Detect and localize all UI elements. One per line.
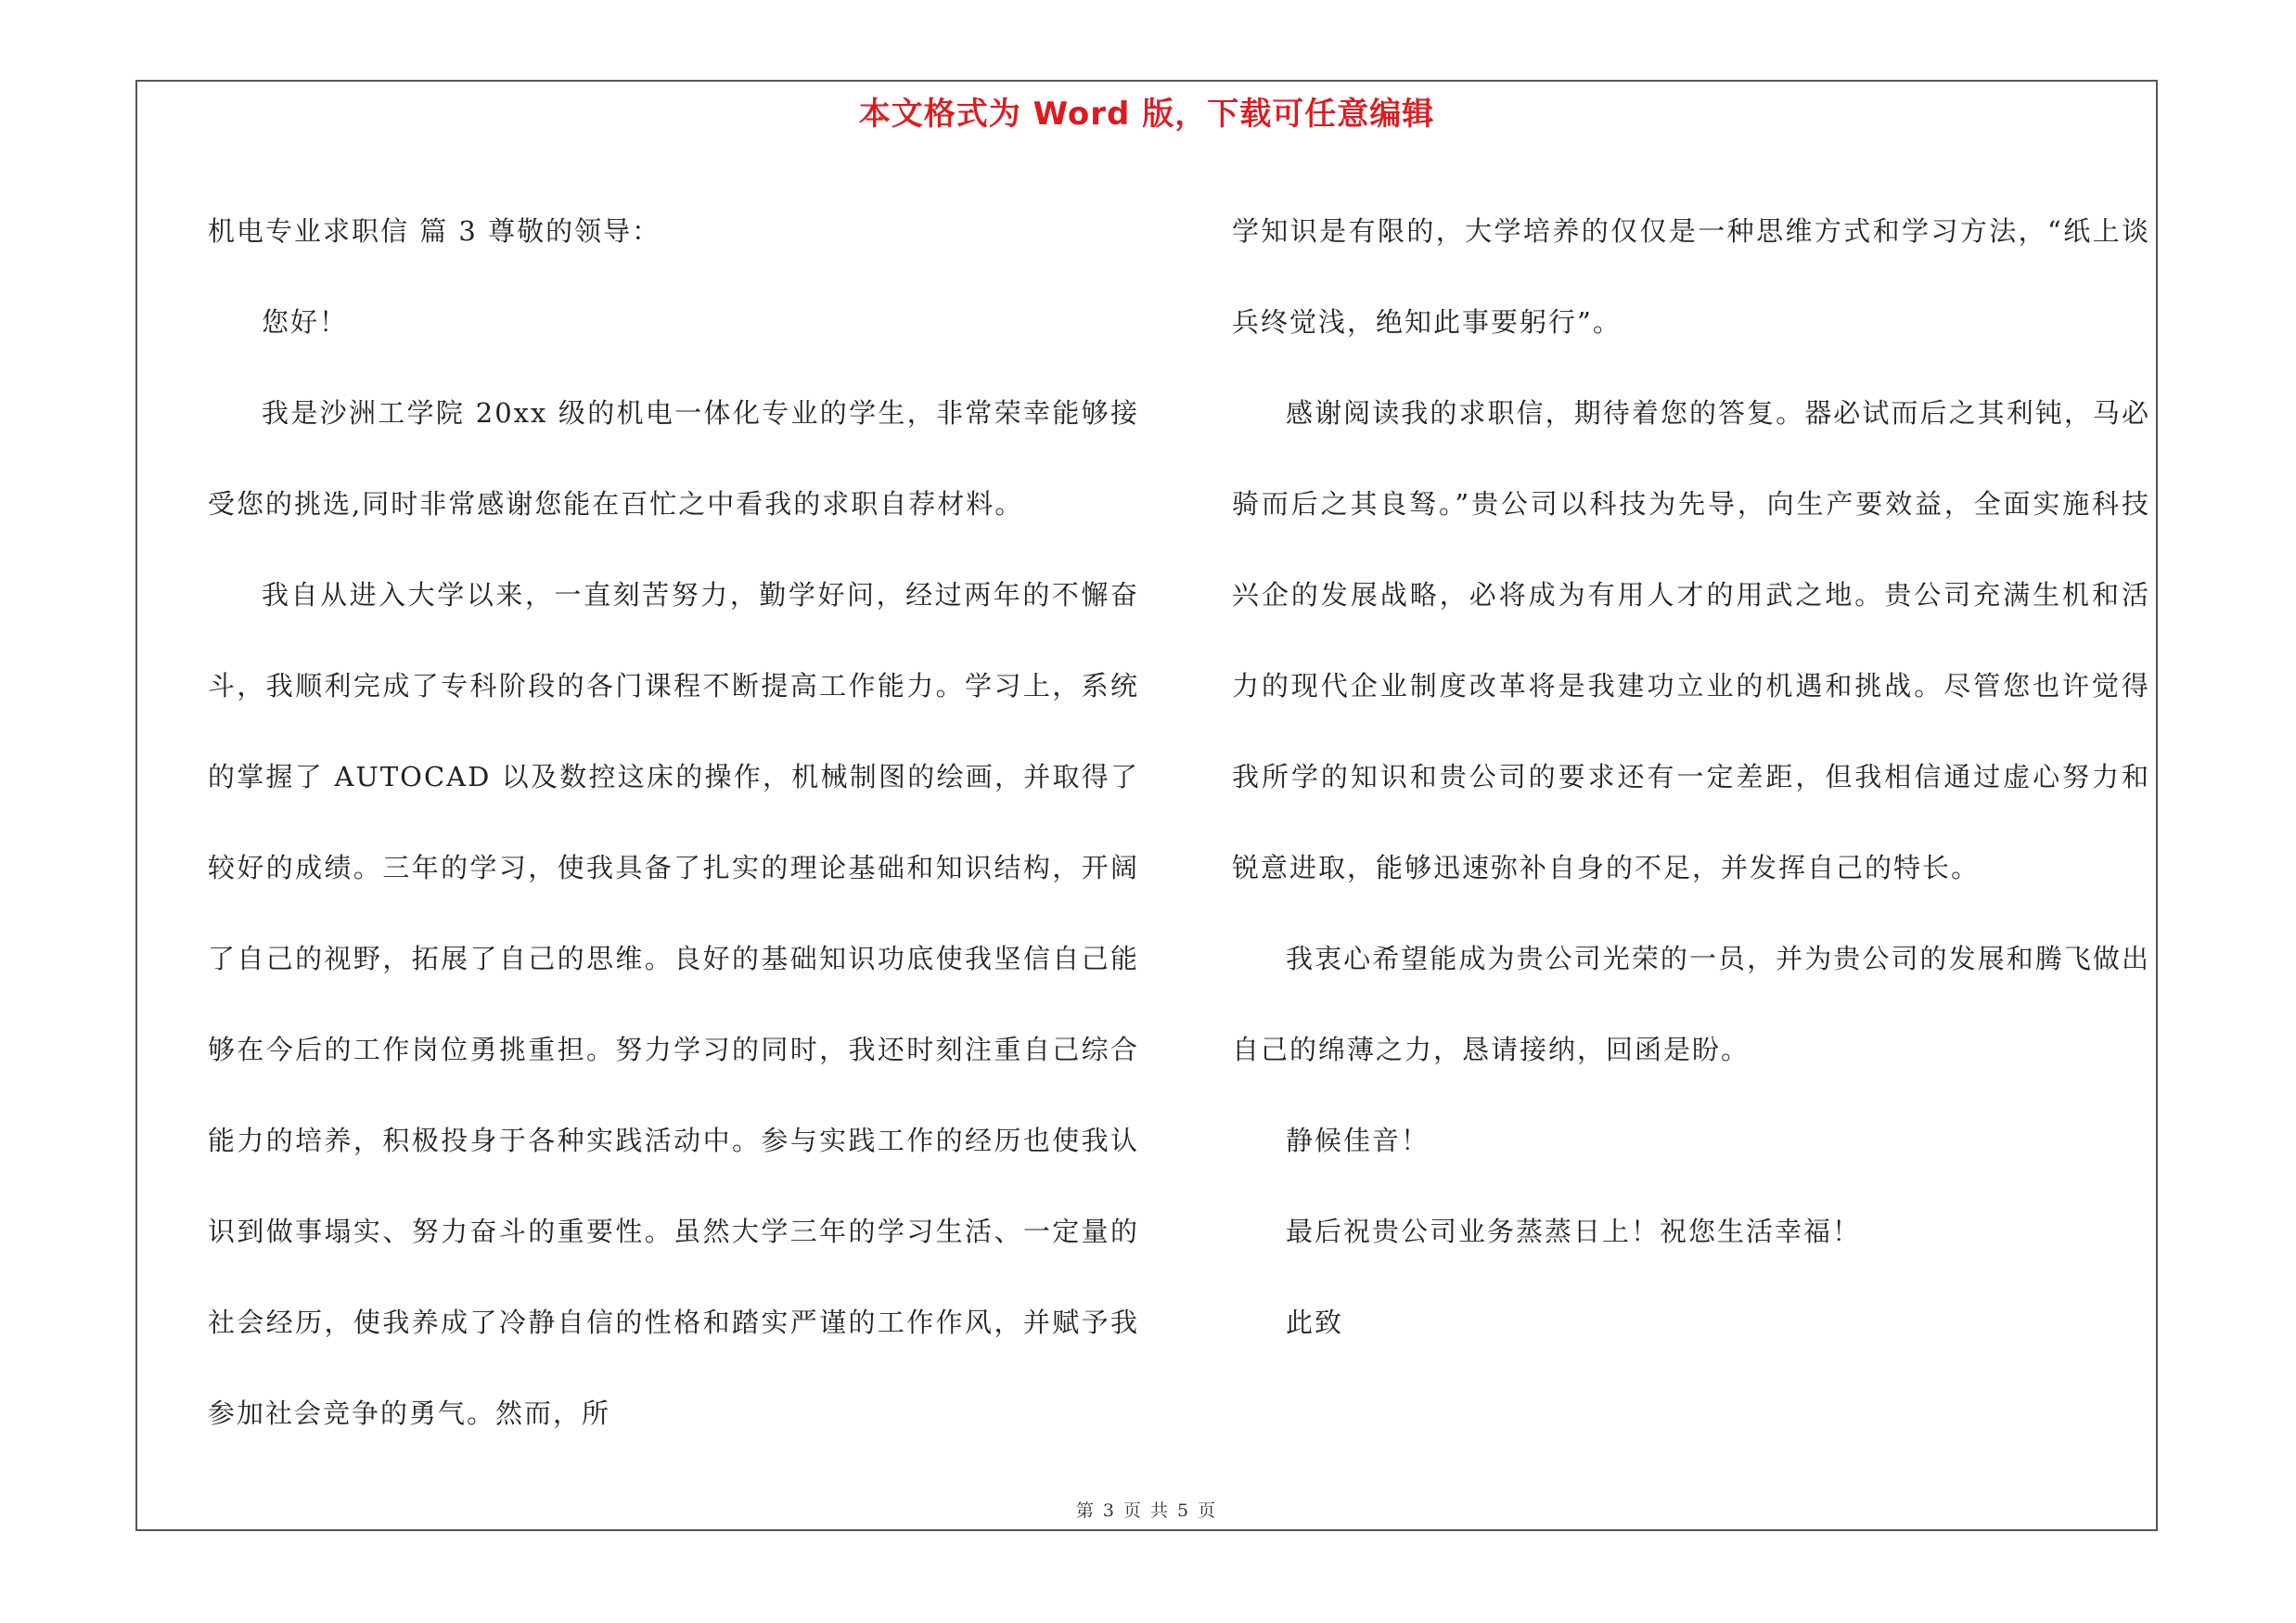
greeting: 您好！ [262,306,349,338]
page-number: 第 3 页 共 5 页 [1075,1501,1218,1521]
letter-heading: 机电专业求职信 篇 3 尊敬的领导： [208,215,661,247]
paragraph-intro: 我是沙洲工学院 20xx 级的机电一体化专业的学生，非常荣幸能够接受您的挑选,同时非常感谢您能在百忙之中看我的求职自荐材料。 [208,397,1139,520]
right-column [1232,186,2150,1368]
paragraph-study-continued: 学知识是有限的，大学培养的仅仅是一种思维方式和学习方法，“纸上谈兵终觉浅，绝知此事要躬行”。 [1232,215,2150,338]
closing-wishes: 最后祝贵公司业务蒸蒸日上！祝您生活幸福！ [1286,1216,1862,1247]
closing-salutation: 此致 [1286,1307,1344,1338]
page-frame [135,80,2158,1531]
closing-await: 静候佳音！ [1286,1125,1430,1156]
format-banner: 本文格式为 Word 版，下载可任意编辑 [858,96,1435,133]
paragraph-thanks: 感谢阅读我的求职信，期待着您的答复。器必试而后之其利钝，马必骑而后之其良驽。”贵公司以科技为先导，向生产要效益，全面实施科技兴企的发展战略，必将成为有用人才的用武之地。贵公司充满生机和活力的现代企业制度改革将是我建功立业的机遇和挑战。尽管您也许觉得我所学的知识和贵公司的要求还有一定差距，但我相信通过虚心努力和锐意进取，能够迅速弥补自身的不足，并发挥自己的特长。 [1232,397,2150,883]
left-column [208,186,1139,1459]
paragraph-study: 我自从进入大学以来，一直刻苦努力，勤学好问，经过两年的不懈奋斗，我顺利完成了专科阶段的各门课程不断提高工作能力。学习上，系统的掌握了 AUTOCAD 以及数控这床的操作，机械制图的绘画，并取得了较好的成绩。三年的学习，使我具备了扎实的理论基础和知识结构，开阔了自己的视野，拓展了自己的思维。良好的基础知识功底使我坚信自己能够在今后的工作岗位勇挑重担。努力学习的同时，我还时刻注重自己综合能力的培养，积极投身于各种实践活动中。参与实践工作的经历也使我认识到做事塌实、努力奋斗的重要性。虽然大学三年的学习生活、一定量的社会经历，使我养成了冷静自信的性格和踏实严谨的工作作风，并赋予我参加社会竞争的勇气。然而，所 [208,579,1139,1429]
paragraph-hope: 我衷心希望能成为贵公司光荣的一员，并为贵公司的发展和腾飞做出自己的绵薄之力，恳请接纳，回函是盼。 [1232,943,2150,1065]
